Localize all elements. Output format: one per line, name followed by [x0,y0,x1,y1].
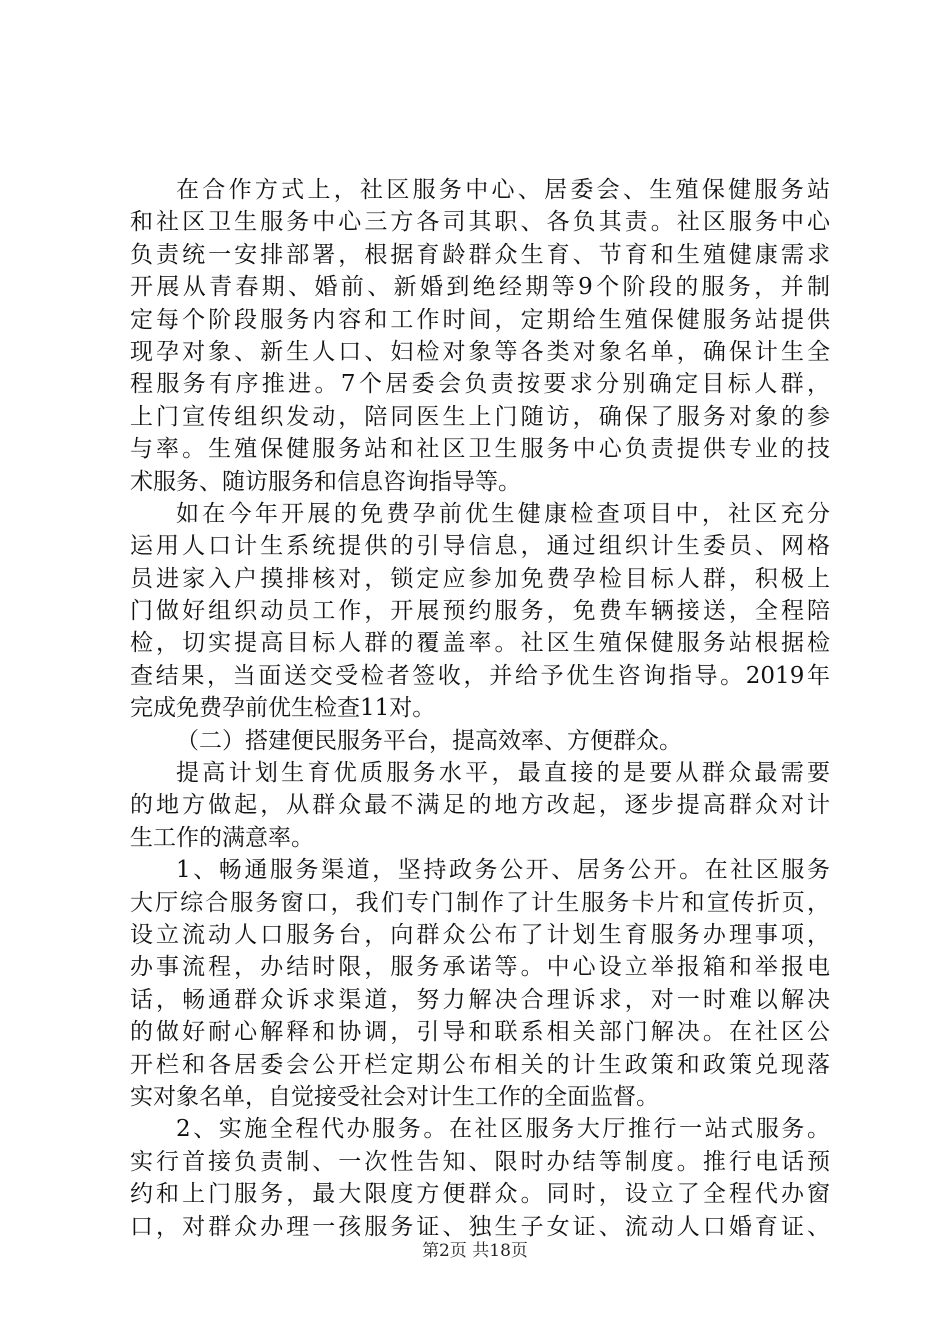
text-line: 完成免费孕前优生检查11对。 [130,695,436,722]
text-line: （二）搭建便民服务平台，提高效率、方便群众。 [176,727,682,754]
text-line: 运用人口计生系统提供的引导信息，通过组织计生委员、网格 [130,533,830,560]
text-line: 术服务、随访服务和信息咨询指导等。 [130,468,521,495]
text-line: 和社区卫生服务中心三方各司其职、各负其责。社区服务中心 [130,209,830,236]
text-line: 门做好组织动员工作，开展预约服务，免费车辆接送，全程陪 [130,598,830,625]
text-line: 约和上门服务，最大限度方便群众。同时，设立了全程代办窗 [130,1181,830,1208]
text-line: 大厅综合服务窗口，我们专门制作了计生服务卡片和宣传折页， [130,889,830,916]
text-line: 的做好耐心解释和协调，引导和联系相关部门解决。在社区公 [130,1019,830,1046]
text-line: 口，对群众办理一孩服务证、独生子女证、流动人口婚育证、 [130,1213,830,1240]
text-line: 程服务有序推进。7个居委会负责按要求分别确定目标人群， [130,371,830,398]
text-line: 在合作方式上，社区服务中心、居委会、生殖保健服务站 [176,177,830,203]
text-line: 定每个阶段服务内容和工作时间，定期给生殖保健服务站提供 [130,306,830,333]
page-footer: 第2页 共18页 [422,1241,528,1261]
text-line: 的地方做起，从群众最不满足的地方改起，逐步提高群众对计 [130,792,830,819]
text-line: 与率。生殖保健服务站和社区卫生服务中心负责提供专业的技 [130,436,830,463]
text-line: 生工作的满意率。 [130,824,314,851]
text-line: 现孕对象、新生人口、妇检对象等各类对象名单，确保计生全 [130,338,830,365]
text-line: 实行首接负责制、一次性告知、限时办结等制度。推行电话预 [130,1148,830,1175]
text-line: 设立流动人口服务台，向群众公布了计划生育服务办理事项， [130,921,830,948]
text-line: 如在今年开展的免费孕前优生健康检查项目中，社区充分 [176,500,830,527]
text-line: 提高计划生育优质服务水平，最直接的是要从群众最需要 [176,760,830,787]
text-line: 开栏和各居委会公开栏定期公布相关的计生政策和政策兑现落 [130,1051,830,1078]
text-line: 员进家入户摸排核对，锁定应参加免费孕检目标人群，积极上 [130,565,830,592]
text-line: 2、实施全程代办服务。在社区服务大厅推行一站式服务。 [176,1116,830,1143]
text-line: 查结果，当面送交受检者签收，并给予优生咨询指导。2019年 [130,662,830,689]
text-line: 开展从青春期、婚前、新婚到绝经期等9个阶段的服务，并制 [130,274,830,301]
text-line: 办事流程，办结时限，服务承诺等。中心设立举报箱和举报电 [130,954,830,981]
text-line: 上门宣传组织发动，陪同医生上门随访，确保了服务对象的参 [130,403,830,430]
text-line: 检，切实提高目标人群的覆盖率。社区生殖保健服务站根据检 [130,630,830,657]
text-line: 话，畅通群众诉求渠道，努力解决合理诉求，对一时难以解决 [130,986,830,1013]
document-body [130,174,830,1243]
text-line: 实对象名单，自觉接受社会对计生工作的全面监督。 [130,1083,659,1110]
text-line: 负责统一安排部署，根据育龄群众生育、节育和生殖健康需求 [130,241,830,268]
text-line: 1、畅通服务渠道，坚持政务公开、居务公开。在社区服务 [176,857,830,884]
